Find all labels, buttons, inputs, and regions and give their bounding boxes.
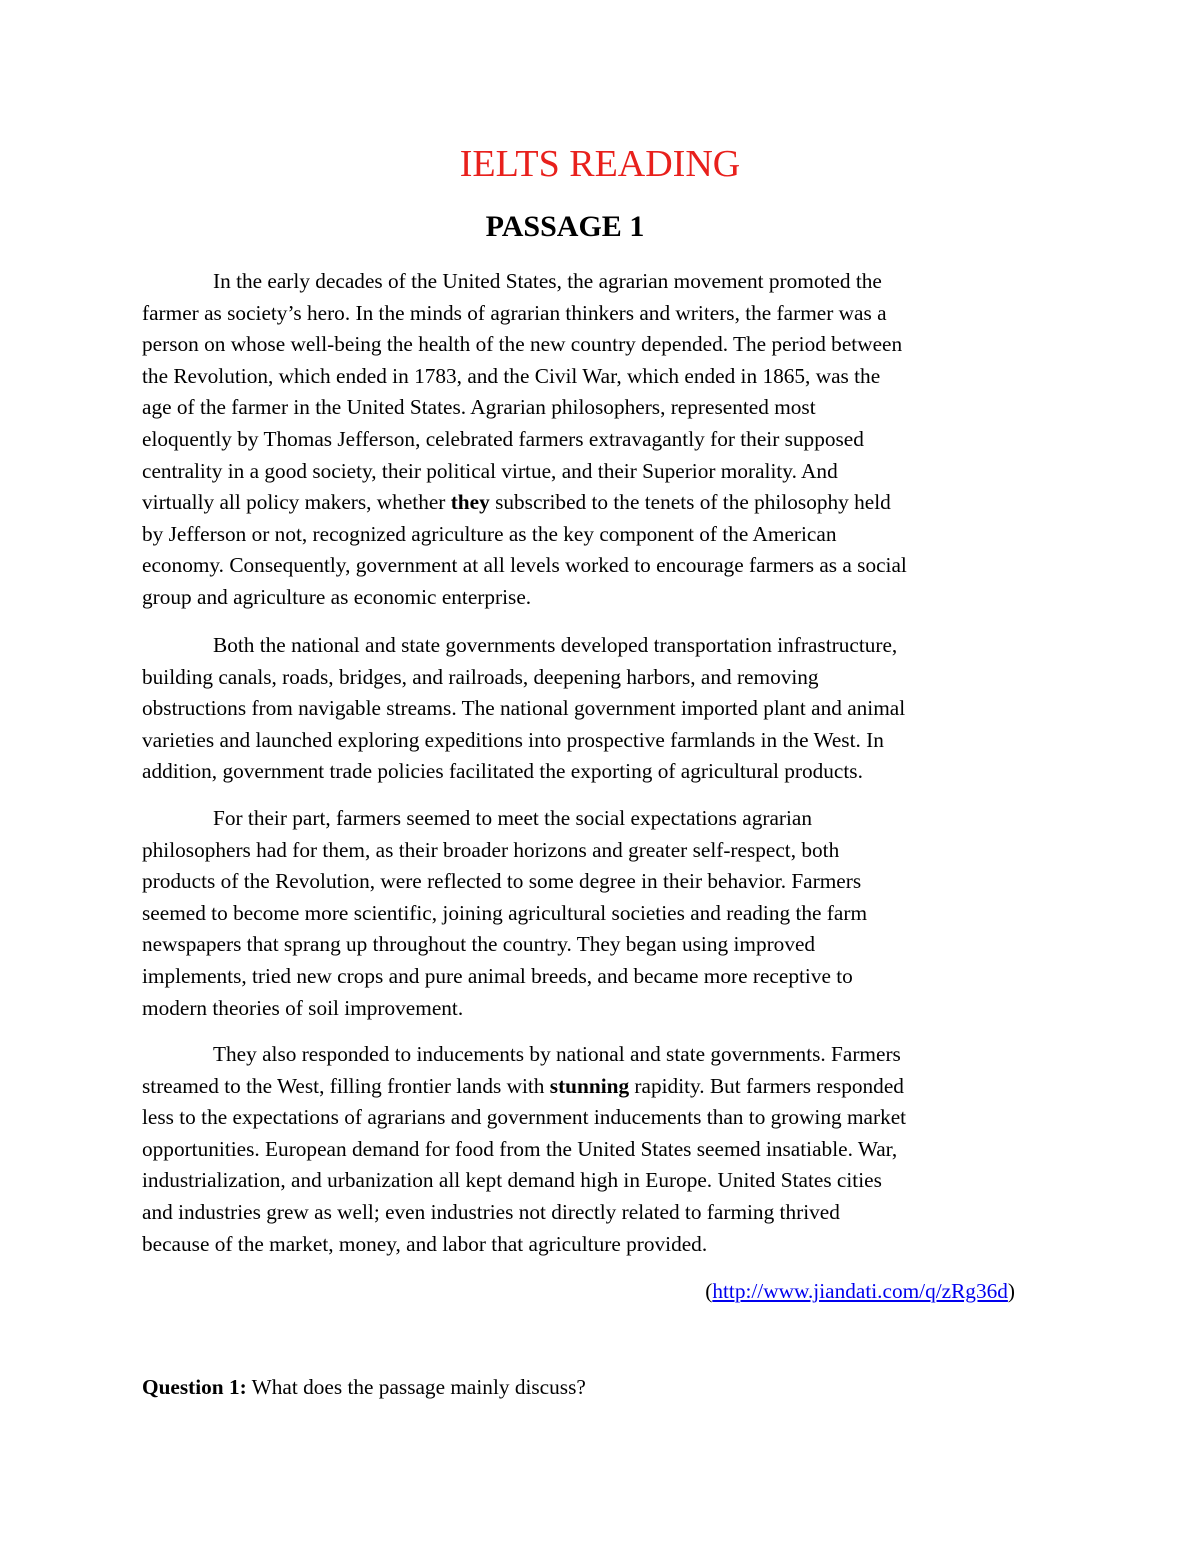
paragraph-3: [142, 803, 1082, 1024]
text-segment: rapidity. But farmers responded: [629, 1073, 904, 1098]
text-line: In the early decades of the United States, the agrarian movement promoted the: [213, 269, 882, 293]
text-line: and industries grew as well; even industries not directly related to farming thrived: [142, 1199, 840, 1224]
question-label: Question 1:: [142, 1375, 247, 1399]
text-line: by Jefferson or not, recognized agriculture as the key component of the American: [142, 521, 837, 546]
text-line: building canals, roads, bridges, and railroads, deepening harbors, and removing: [142, 664, 819, 689]
question-text: What does the passage mainly discuss?: [246, 1375, 586, 1399]
text-line: opportunities. European demand for food from the United States seemed insatiable. War,: [142, 1136, 898, 1161]
text-line: eloquently by Thomas Jefferson, celebrated farmers extravagantly for their supposed: [142, 426, 864, 451]
text-line: economy. Consequently, government at all levels worked to encourage farmers as a social: [142, 553, 907, 578]
text-line: Both the national and state governments developed transportation infrastructure,: [213, 633, 898, 657]
citation-close-paren: ): [1007, 1279, 1015, 1303]
emphasized-word: stunning: [549, 1073, 630, 1098]
text-line: products of the Revolution, were reflected to some degree in their behavior. Farmers: [142, 869, 862, 894]
paragraph-4: [142, 1039, 1082, 1260]
text-line: obstructions from navigable streams. The national government imported plant and animal: [142, 696, 906, 721]
citation-open-paren: (: [705, 1279, 713, 1303]
text-line: seemed to become more scientific, joining agricultural societies and reading the farm: [142, 900, 868, 925]
text-line: implements, tried new crops and pure animal breeds, and became more receptive to: [142, 963, 853, 988]
text-line: less to the expectations of agrarians and government inducements than to growing market: [142, 1105, 907, 1130]
page-title: IELTS READING: [459, 143, 741, 185]
source-citation: [0, 1276, 1015, 1308]
text-line: group and agriculture as economic enterprise.: [142, 584, 532, 609]
text-segment: virtually all policy makers, whether: [142, 490, 451, 515]
text-segment: subscribed to the tenets of the philosophy held: [489, 490, 891, 515]
text-line: age of the farmer in the United States. Agrarian philosophers, represented most: [142, 395, 816, 420]
paragraph-1: [142, 266, 1082, 614]
text-line: philosophers had for them, as their broader horizons and greater self-respect, both: [142, 837, 840, 862]
text-line: industrialization, and urbanization all kept demand high in Europe. United States cities: [142, 1168, 882, 1193]
text-line: modern theories of soil improvement.: [142, 995, 464, 1020]
paragraph-2: [142, 630, 1082, 788]
text-segment: streamed to the West, filling frontier lands with: [142, 1073, 550, 1098]
text-line: because of the market, money, and labor that agriculture provided.: [142, 1231, 708, 1256]
passage-heading: PASSAGE 1: [485, 210, 645, 243]
text-line: varieties and launched exploring expeditions into prospective farmlands in the West. In: [142, 727, 884, 752]
source-link[interactable]: http://www.jiandati.com/q/zRg36d: [712, 1279, 1008, 1303]
question-1: [142, 1372, 586, 1404]
text-line: [142, 1071, 1082, 1103]
text-line: They also responded to inducements by national and state governments. Farmers: [213, 1042, 901, 1066]
text-line: person on whose well-being the health of the new country depended. The period between: [142, 332, 903, 357]
text-line: For their part, farmers seemed to meet the social expectations agrarian: [213, 806, 813, 830]
emphasized-word: they: [450, 490, 490, 515]
text-line: addition, government trade policies facilitated the exporting of agricultural products.: [142, 759, 863, 784]
text-line: [142, 487, 1082, 519]
text-line: the Revolution, which ended in 1783, and the Civil War, which ended in 1865, was the: [142, 363, 881, 388]
text-line: farmer as society’s hero. In the minds of agrarian thinkers and writers, the farmer was a: [142, 300, 887, 325]
text-line: centrality in a good society, their political virtue, and their Superior morality. And: [142, 458, 838, 483]
text-line: newspapers that sprang up throughout the country. They began using improved: [142, 932, 816, 957]
